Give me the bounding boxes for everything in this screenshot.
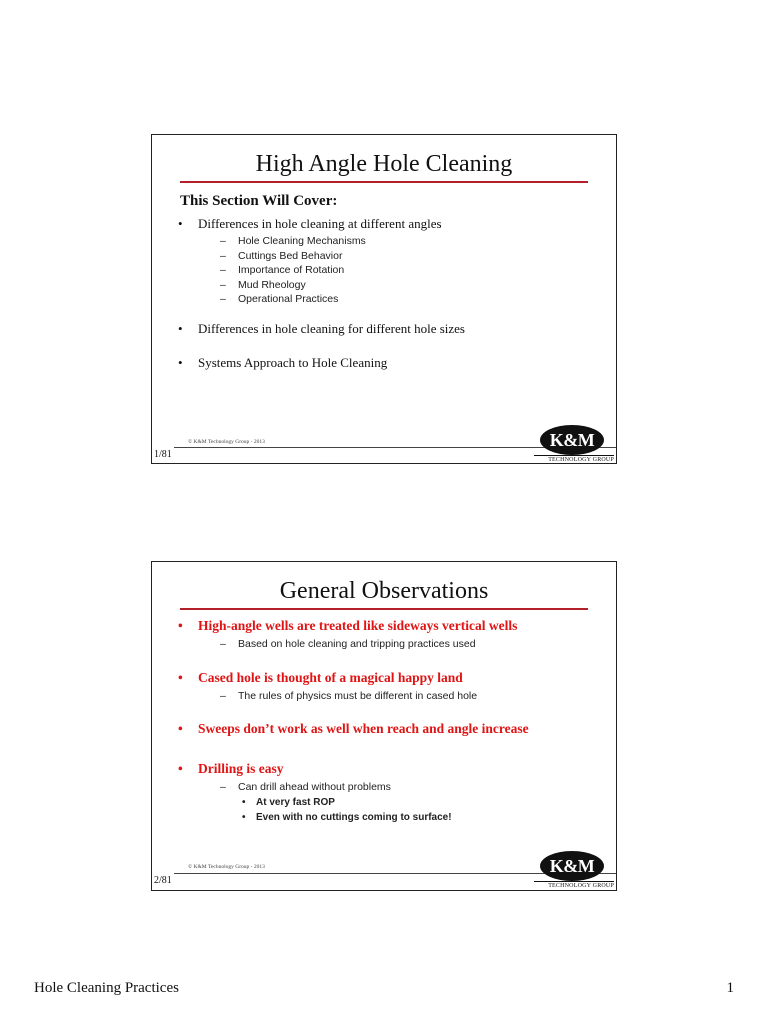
- bullet-text: Differences in hole cleaning for different hole sizes: [198, 320, 465, 336]
- bullet-text: Cased hole is thought of a magical happy land: [198, 669, 463, 685]
- title-underline: [180, 608, 588, 610]
- sub-bullet-item: – Can drill ahead without problems: [198, 780, 596, 795]
- copyright-notice: © K&M Technology Group - 2013: [188, 864, 265, 870]
- sub-bullet-item: – Mud Rheology: [198, 278, 596, 293]
- sub-bullet-item: – Operational Practices: [198, 292, 596, 307]
- logo-tagline: TECHNOLOGY GROUP: [534, 455, 614, 464]
- section-heading: This Section Will Cover:: [180, 193, 338, 209]
- slide-title: General Observations: [279, 578, 489, 604]
- logo-mark: K&M: [540, 425, 604, 455]
- km-logo: [534, 851, 614, 889]
- slide-title: High Angle Hole Cleaning: [255, 151, 513, 177]
- sub-bullet-item: – Hole Cleaning Mechanisms: [198, 234, 596, 249]
- bullet-text: Differences in hole cleaning at different angles: [198, 216, 442, 231]
- bullet-item: [176, 721, 596, 737]
- sub-bullet-list: [198, 689, 596, 704]
- slide-1: [151, 134, 617, 464]
- sub-bullet-list: [198, 780, 596, 795]
- sub-bullet-list: [198, 637, 596, 652]
- sub-bullet-list: [198, 234, 596, 307]
- slide-2: [151, 561, 617, 891]
- logo-tagline: TECHNOLOGY GROUP: [534, 881, 614, 890]
- copyright-notice: © K&M Technology Group - 2013: [188, 439, 265, 445]
- bullet-item: [176, 761, 596, 825]
- km-logo: [534, 425, 614, 463]
- sub-bullet-item: – Cuttings Bed Behavior: [198, 249, 596, 264]
- logo-mark: K&M: [540, 851, 604, 881]
- slide-page-number: 1/81: [154, 449, 172, 460]
- sub-sub-bullet-list: [198, 795, 596, 825]
- sub-bullet-item: – Based on hole cleaning and tripping practices used: [198, 637, 596, 652]
- bullet-text: Drilling is easy: [198, 761, 284, 776]
- bullet-item: [176, 216, 596, 307]
- sub-bullet-item: – The rules of physics must be different in cased hole: [198, 689, 596, 704]
- bullet-text: High-angle wells are treated like sideways vertical wells: [198, 618, 518, 633]
- sub-bullet-item: – Importance of Rotation: [198, 263, 596, 278]
- bullet-list: [176, 216, 596, 371]
- title-underline: [180, 181, 588, 183]
- slide-page-number: 2/81: [154, 875, 172, 886]
- bullet-item: [176, 618, 596, 652]
- bullet-text: Systems Approach to Hole Cleaning: [198, 354, 388, 370]
- document-footer-title: Hole Cleaning Practices: [34, 980, 179, 996]
- document-page-number: 1: [726, 980, 734, 996]
- bullet-item: [176, 355, 596, 371]
- bullet-list: [176, 618, 596, 825]
- bullet-text: Sweeps don’t work as well when reach and angle increase: [198, 721, 529, 736]
- bullet-item: [176, 321, 596, 337]
- sub-sub-bullet-item: • At very fast ROP: [198, 795, 596, 810]
- bullet-item: [176, 670, 596, 704]
- sub-sub-bullet-item: • Even with no cuttings coming to surface!: [198, 810, 596, 825]
